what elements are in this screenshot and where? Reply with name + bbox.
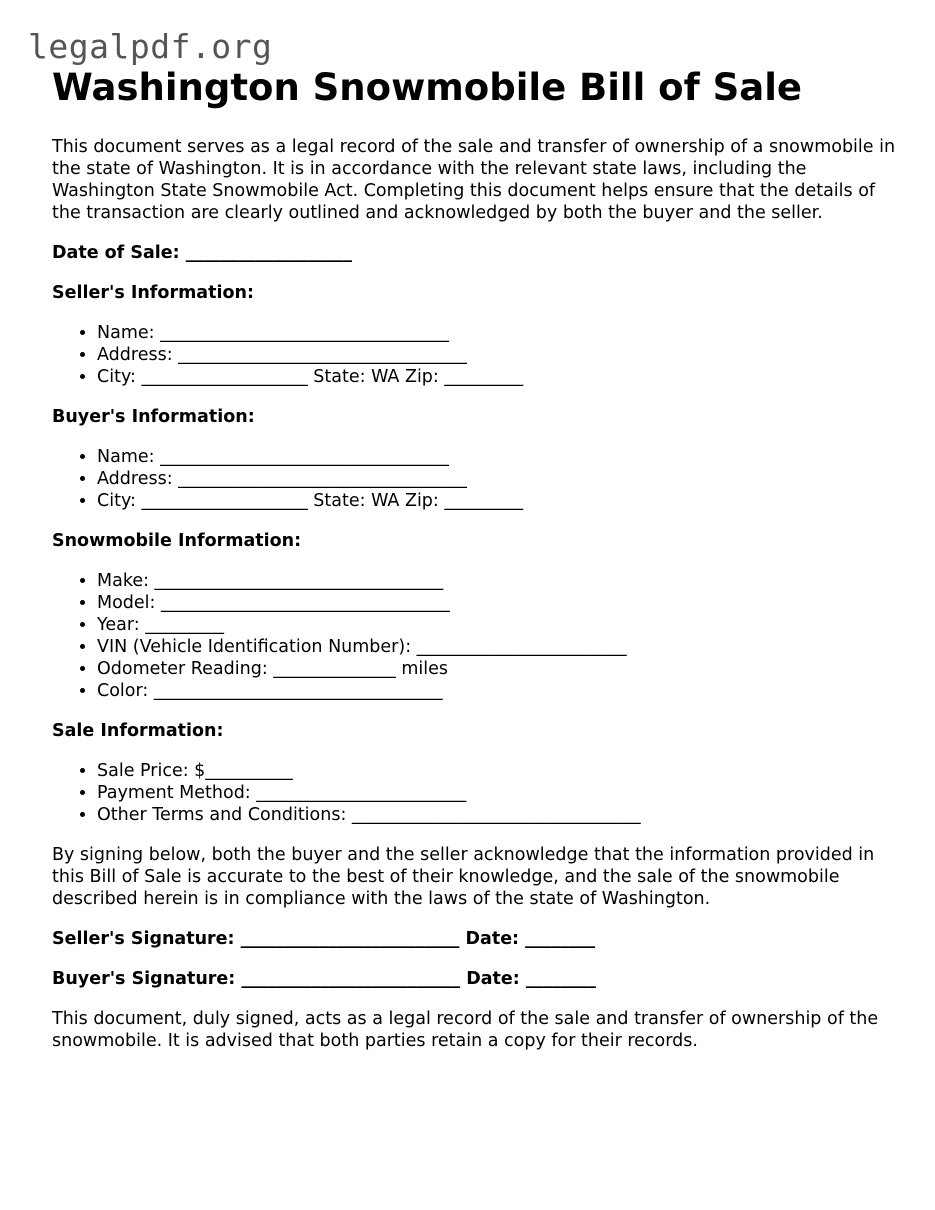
sale-price-field[interactable]: • Sale Price: $__________ <box>97 760 902 782</box>
intro-paragraph: This document serves as a legal record of the sale and transfer of ownership of a snowmobile in the state of Washington. It is in accordance with the relevant state laws, including the Washington State Snowmobile Act. Completing this document helps ensure that the details of the transaction are clearly outlined and acknowledged by both the buyer and the seller. <box>52 137 896 223</box>
seller-name-field[interactable]: • Name: _________________________________ <box>97 322 902 344</box>
seller-info-list <box>52 322 902 388</box>
vin-field[interactable]: • VIN (Vehicle Identification Number): ________________________ <box>97 636 902 658</box>
seller-signature-field[interactable]: Seller's Signature: _________________________ Date: ________ <box>52 929 596 949</box>
color-field[interactable]: • Color: _________________________________ <box>97 680 902 702</box>
snowmobile-info-heading: Snowmobile Information: <box>52 531 302 551</box>
other-terms-field[interactable]: • Other Terms and Conditions: _________________________________ <box>97 804 902 826</box>
make-field[interactable]: • Make: _________________________________ <box>97 570 902 592</box>
payment-method-field[interactable]: • Payment Method: ________________________ <box>97 782 902 804</box>
acknowledgment-paragraph: By signing below, both the buyer and the seller acknowledge that the information provided in this Bill of Sale is accurate to the best of their knowledge, and the sale of the snowmobile described herein is in compliance with the laws of the state of Washington. <box>52 845 875 909</box>
closing-paragraph: This document, duly signed, acts as a legal record of the sale and transfer of ownership of the snowmobile. It is advised that both parties retain a copy for their records. <box>52 1009 879 1051</box>
buyer-info-list <box>52 446 902 512</box>
sale-info-list <box>52 760 902 826</box>
page-title: Washington Snowmobile Bill of Sale <box>52 66 802 109</box>
seller-info-heading: Seller's Information: <box>52 283 254 303</box>
watermark: legalpdf.org <box>28 27 273 66</box>
model-field[interactable]: • Model: _________________________________ <box>97 592 902 614</box>
buyer-address-field[interactable]: • Address: _________________________________ <box>97 468 902 490</box>
document <box>52 66 902 1052</box>
buyer-city-state-zip-field[interactable]: • City: ___________________ State: WA Zip: _________ <box>97 490 902 512</box>
buyer-signature-field[interactable]: Buyer's Signature: _________________________ Date: ________ <box>52 969 596 989</box>
buyer-info-heading: Buyer's Information: <box>52 407 255 427</box>
snowmobile-info-list <box>52 570 902 702</box>
seller-city-state-zip-field[interactable]: • City: ___________________ State: WA Zip: _________ <box>97 366 902 388</box>
sale-info-heading: Sale Information: <box>52 721 224 741</box>
year-field[interactable]: • Year: _________ <box>97 614 902 636</box>
date-of-sale-field[interactable]: Date of Sale: ___________________ <box>52 243 353 263</box>
buyer-name-field[interactable]: • Name: _________________________________ <box>97 446 902 468</box>
seller-address-field[interactable]: • Address: _________________________________ <box>97 344 902 366</box>
odometer-field[interactable]: • Odometer Reading: ______________ miles <box>97 658 902 680</box>
